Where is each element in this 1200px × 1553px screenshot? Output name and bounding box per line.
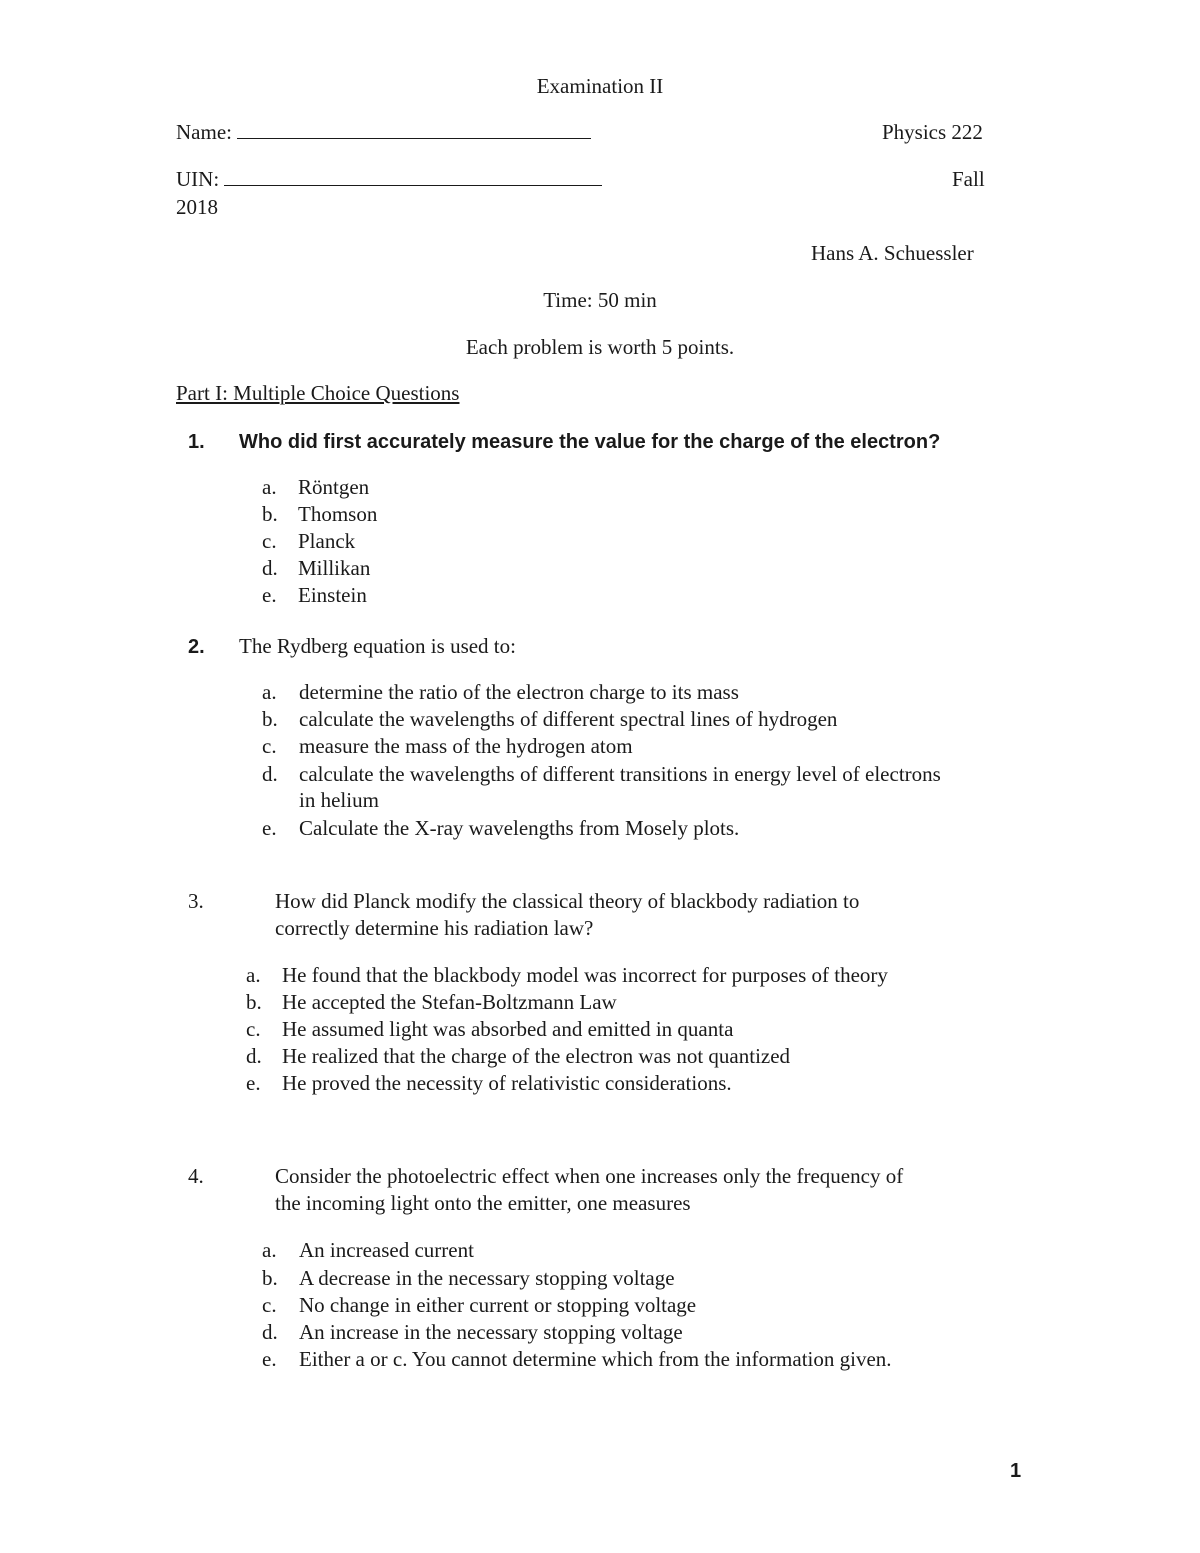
option-letter: b. bbox=[246, 990, 262, 1014]
option-text-continued: in helium bbox=[299, 788, 379, 812]
option-text: Planck bbox=[298, 529, 356, 553]
question-number: 1. bbox=[188, 431, 205, 453]
option-text: measure the mass of the hydrogen atom bbox=[299, 734, 633, 758]
option-letter: e. bbox=[262, 816, 277, 840]
course-name: Physics 222 bbox=[882, 120, 983, 144]
name-blank-line bbox=[237, 137, 591, 139]
name-field bbox=[176, 122, 591, 143]
option-letter: d. bbox=[262, 556, 278, 580]
question-text-continued: the incoming light onto the emitter, one measures bbox=[275, 1191, 691, 1215]
uin-label: UIN: bbox=[176, 167, 220, 191]
option-letter: e. bbox=[246, 1071, 261, 1095]
option-letter: a. bbox=[262, 680, 277, 704]
term-label: Fall bbox=[952, 167, 985, 191]
page-number: 1 bbox=[1010, 1460, 1022, 1482]
option-letter: c. bbox=[262, 529, 277, 553]
option-letter: c. bbox=[246, 1017, 261, 1041]
option-letter: c. bbox=[262, 1293, 277, 1317]
question-text: The Rydberg equation is used to: bbox=[239, 634, 516, 658]
option-text: He proved the necessity of relativistic considerations. bbox=[282, 1071, 732, 1095]
option-letter: a. bbox=[246, 963, 261, 987]
question-number: 4. bbox=[188, 1164, 204, 1188]
option-letter: c. bbox=[262, 734, 277, 758]
option-text: Calculate the X-ray wavelengths from Mosely plots. bbox=[299, 816, 740, 840]
option-letter: a. bbox=[262, 1238, 277, 1262]
option-text: determine the ratio of the electron charge to its mass bbox=[299, 680, 739, 704]
option-letter: d. bbox=[262, 1320, 278, 1344]
option-text: Röntgen bbox=[298, 475, 370, 499]
option-letter: a. bbox=[262, 475, 277, 499]
instructor-name: Hans A. Schuessler bbox=[811, 241, 974, 265]
option-letter: b. bbox=[262, 1266, 278, 1290]
option-letter: e. bbox=[262, 583, 277, 607]
uin-field bbox=[176, 169, 602, 190]
name-label: Name: bbox=[176, 120, 232, 144]
option-text: A decrease in the necessary stopping voltage bbox=[299, 1266, 675, 1290]
question-number: 3. bbox=[188, 889, 204, 913]
option-letter: d. bbox=[246, 1044, 262, 1068]
question-text: Consider the photoelectric effect when one increases only the frequency of bbox=[275, 1164, 904, 1188]
option-letter: b. bbox=[262, 502, 278, 526]
points-note: Each problem is worth 5 points. bbox=[465, 335, 735, 359]
option-text: Thomson bbox=[298, 502, 378, 526]
question-text-continued: correctly determine his radiation law? bbox=[275, 916, 594, 940]
term-year: 2018 bbox=[176, 195, 218, 219]
option-text: He realized that the charge of the electron was not quantized bbox=[282, 1044, 791, 1068]
option-text: He accepted the Stefan-Boltzmann Law bbox=[282, 990, 617, 1014]
option-text: An increased current bbox=[299, 1238, 474, 1262]
option-text: An increase in the necessary stopping voltage bbox=[299, 1320, 683, 1344]
option-letter: e. bbox=[262, 1347, 277, 1371]
option-text: Millikan bbox=[298, 556, 371, 580]
option-text: Einstein bbox=[298, 583, 367, 607]
option-text: He found that the blackbody model was incorrect for purposes of theory bbox=[282, 963, 888, 987]
option-letter: d. bbox=[262, 762, 278, 786]
option-text: calculate the wavelengths of different spectral lines of hydrogen bbox=[299, 707, 838, 731]
exam-title: Examination II bbox=[536, 74, 664, 98]
option-text: calculate the wavelengths of different transitions in energy level of electrons bbox=[299, 762, 941, 786]
option-text: No change in either current or stopping voltage bbox=[299, 1293, 697, 1317]
option-text: He assumed light was absorbed and emitted in quanta bbox=[282, 1017, 734, 1041]
part-title: Part I: Multiple Choice Questions bbox=[176, 381, 460, 405]
question-number: 2. bbox=[188, 636, 205, 658]
option-text: Either a or c. You cannot determine which from the information given. bbox=[299, 1347, 892, 1371]
question-text: How did Planck modify the classical theory of blackbody radiation to bbox=[275, 889, 860, 913]
uin-blank-line bbox=[224, 184, 602, 186]
time-limit: Time: 50 min bbox=[543, 288, 657, 312]
question-text: Who did first accurately measure the value for the charge of the electron? bbox=[239, 431, 941, 453]
option-letter: b. bbox=[262, 707, 278, 731]
